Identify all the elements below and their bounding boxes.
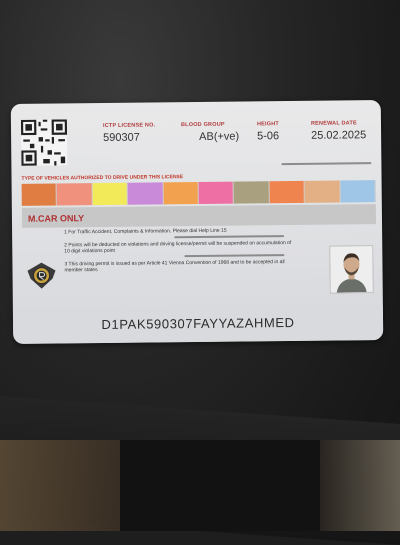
vehicle-type-swatch bbox=[163, 182, 199, 204]
license-notes bbox=[64, 227, 324, 279]
license-no-field bbox=[103, 122, 156, 144]
license-code: D1PAK590307FAYYAZAHMED bbox=[101, 314, 295, 333]
vehicle-type-swatches bbox=[22, 180, 376, 206]
floor-shadow bbox=[120, 440, 320, 531]
holder-photo bbox=[329, 245, 374, 293]
blood-group-value: AB(+ve) bbox=[199, 130, 240, 143]
vehicle-type-swatch bbox=[57, 183, 93, 205]
vehicle-type-swatch bbox=[92, 183, 128, 205]
note-1: 1 For Traffic Accident, Complaints & Information, Please dial Help Line 15 bbox=[64, 227, 227, 236]
blood-group-label: BLOOD GROUP bbox=[180, 121, 225, 129]
urdu-heading-text bbox=[281, 162, 371, 165]
license-no-label: ICTP LICENSE NO. bbox=[102, 122, 156, 129]
height-field bbox=[257, 121, 279, 142]
vehicle-type-swatch bbox=[199, 182, 235, 204]
vehicle-type-swatch bbox=[305, 180, 341, 202]
note-2: 2 Points will be deducted on violations and driving license/permit will be suspended on accumulation of 10 digit violations point bbox=[64, 240, 292, 255]
vehicle-types-title: TYPE OF VEHICLES AUTHORIZED TO DRIVE UNDER THIS LICENSE bbox=[21, 174, 184, 182]
vehicle-type-swatch bbox=[340, 180, 376, 202]
renewal-date-field bbox=[311, 120, 366, 142]
driving-license-card bbox=[11, 100, 383, 344]
urdu-note-text bbox=[184, 254, 284, 257]
renewal-date-label: RENEWAL DATE bbox=[310, 120, 357, 127]
traffic-police-emblem bbox=[24, 258, 58, 292]
vehicle-type-swatch bbox=[128, 182, 164, 204]
urdu-note-text bbox=[174, 235, 284, 238]
vehicle-type-swatch bbox=[269, 181, 305, 203]
qr-code bbox=[21, 119, 67, 165]
vehicle-category: M.CAR ONLY bbox=[27, 213, 85, 224]
license-no-value: 590307 bbox=[103, 131, 140, 144]
note-3: 3 This driving permit is issued as per Article 41 Vienna Convention of 1968 and to be accepted in all member states bbox=[64, 259, 285, 274]
blood-group-field bbox=[181, 122, 239, 144]
vehicle-type-swatch bbox=[22, 183, 58, 205]
vehicle-type-swatch bbox=[234, 181, 270, 203]
height-value: 5-06 bbox=[257, 130, 280, 143]
renewal-date-value: 25.02.2025 bbox=[311, 129, 367, 142]
height-label: HEIGHT bbox=[256, 121, 279, 128]
